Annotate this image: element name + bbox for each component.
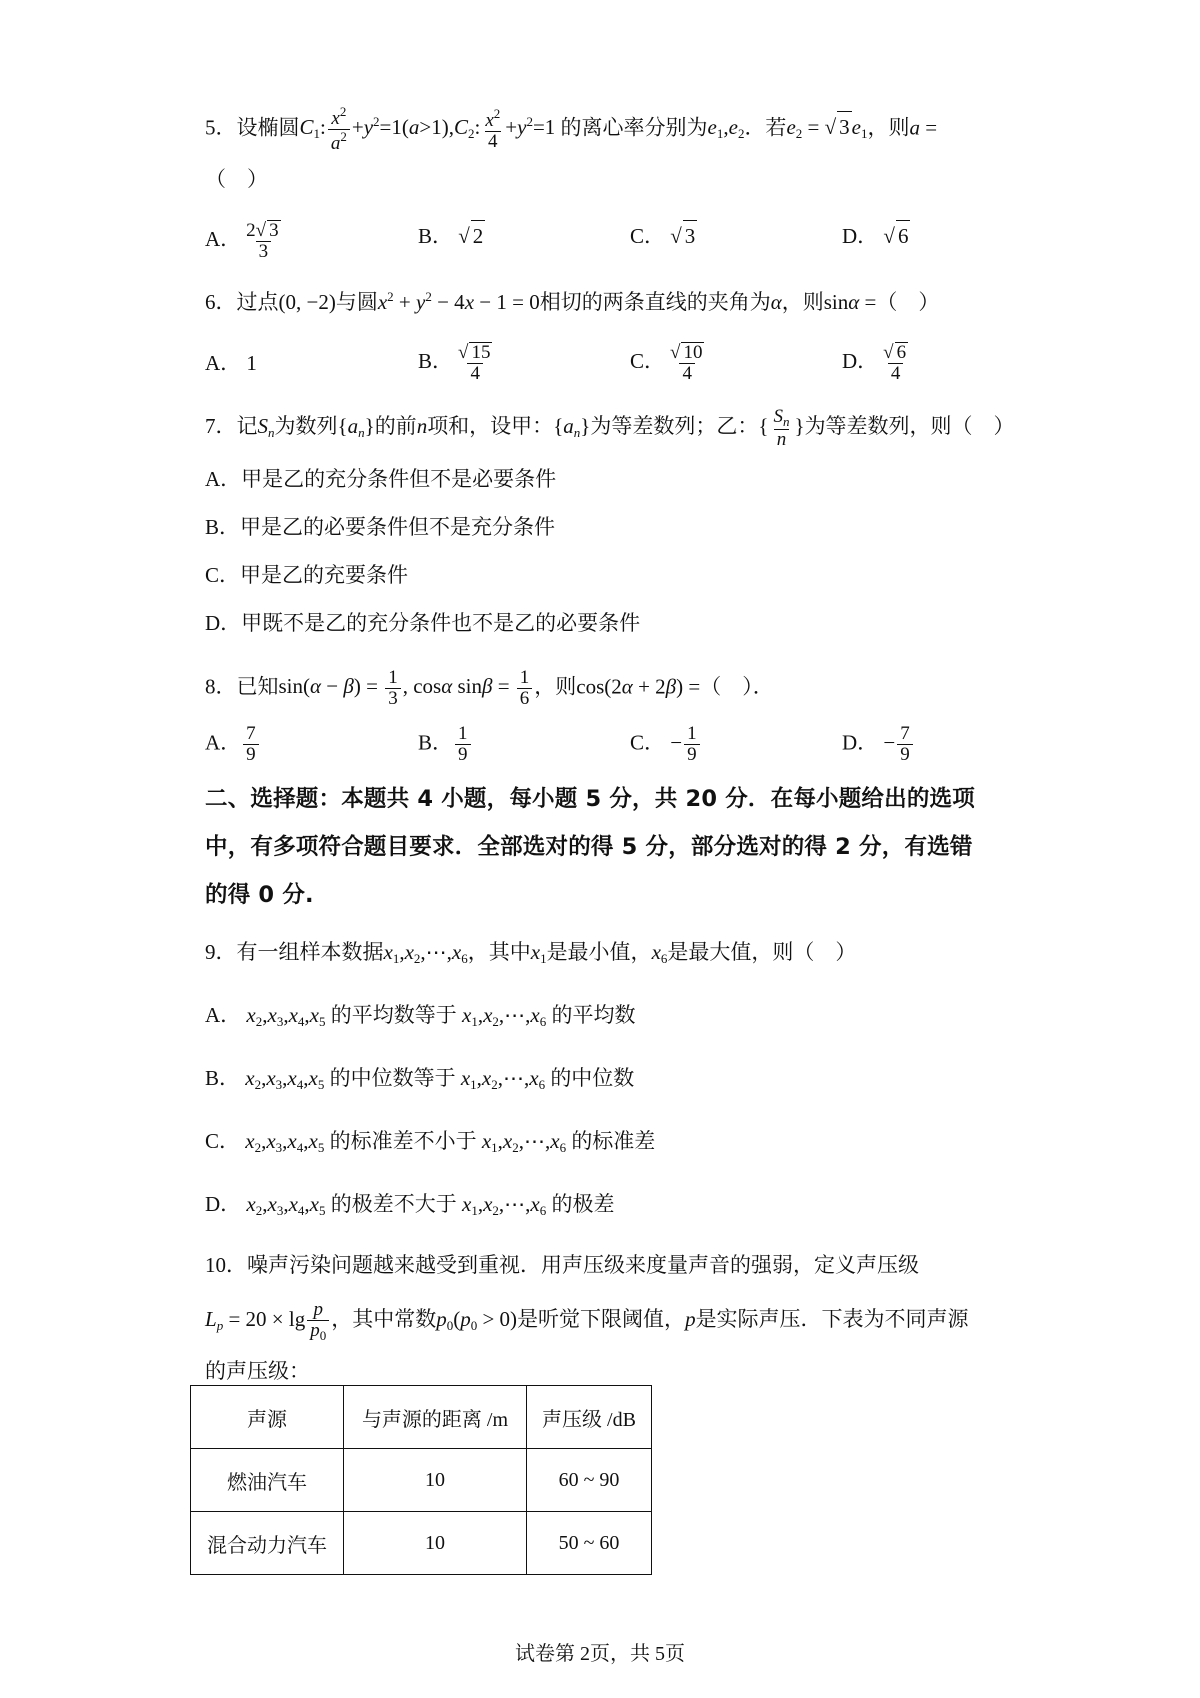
q5-text: 的离心率分别为 bbox=[560, 115, 708, 140]
q7-stem bbox=[205, 407, 1015, 450]
table-cell: 混合动力汽车 bbox=[191, 1512, 344, 1575]
q6-stem bbox=[205, 282, 939, 317]
page-footer: 试卷第 2页，共 5页 bbox=[515, 1643, 685, 1665]
q7-text: 项和，设甲： bbox=[427, 414, 554, 439]
q10-line1: 10．噪声污染问题越来越受到重视．用声压级来度量声音的强弱，定义声压级 bbox=[205, 1253, 919, 1277]
q7-text: 为等差数列，则（ ） bbox=[804, 414, 1015, 439]
table-cell: 10 bbox=[344, 1512, 527, 1575]
table-cell: 10 bbox=[344, 1449, 527, 1512]
q9-text: 9．有一组样本数据 bbox=[205, 940, 384, 964]
q9-stem bbox=[205, 937, 856, 974]
q8-text: ，则 bbox=[534, 674, 577, 699]
q9-option-d: D． $x_2,x_3,x_4,x_5$ 的极差不大于 $x_1,x_2,\cdots,x_6$ 的极差 bbox=[205, 1192, 615, 1218]
q8-formula-given: sin(α − β) = $\frac{1}{3}$ , cosα sinβ = $\frac{1}{6}$ bbox=[279, 674, 535, 698]
table-header-cell: 与声源的距离 /m bbox=[344, 1386, 527, 1449]
q10-text: 是实际声压．下表为不同声源 bbox=[695, 1307, 969, 1332]
q6-formula-sin: sinα = bbox=[823, 290, 877, 314]
q10-formula-lp: $L_p = 20 \times \lg$ $\frac{p}{p_0}$ bbox=[205, 1307, 331, 1331]
section-heading-line2: 中，有多项符合题目要求．全部选对的得 5 分，部分选对的得 2 分，有选错 bbox=[205, 834, 973, 860]
q5-formula-e: $e_1,e_2$ bbox=[707, 115, 745, 142]
q10-line2 bbox=[205, 1300, 969, 1343]
q9-text: 是最小值， bbox=[546, 940, 652, 964]
q8-stem bbox=[205, 668, 774, 709]
q5-blank: （ ） bbox=[205, 167, 268, 191]
q9-option-c: C． $x_2,x_3,x_4,x_5$ 的标准差不小于 $x_1,x_2,\cdots,x_6$ 的标准差 bbox=[205, 1129, 656, 1155]
q6-formula-alpha: α bbox=[770, 290, 782, 314]
q8-option-b: B． $\frac{1}{9}$ bbox=[418, 724, 473, 765]
table-cell: 60 ~ 90 bbox=[527, 1449, 652, 1512]
q7-formula-snn: { $\frac{S_n}{n}$ } bbox=[758, 406, 805, 450]
q7-formula-an2: $\{a_n\}$ bbox=[553, 414, 591, 441]
table-row bbox=[191, 1449, 652, 1512]
q6-option-a: A． 1 bbox=[205, 351, 257, 375]
table-row bbox=[191, 1512, 652, 1575]
q9-formula-x6: $x_6$ bbox=[651, 940, 668, 966]
q6-text: ，则 bbox=[781, 290, 824, 314]
q8-text: 8．已知 bbox=[205, 674, 279, 699]
q7-text: 为等差数列；乙： bbox=[590, 414, 759, 439]
q10-text: 是听觉下限阈值， bbox=[517, 1307, 686, 1332]
q6-option-c: C． $\frac{√ 10}{4}$ bbox=[630, 342, 703, 384]
table-cell: 50 ~ 60 bbox=[527, 1512, 652, 1575]
q5-option-d: D． √ 6 bbox=[842, 220, 910, 251]
q9-formula-x1: $x_1$ bbox=[530, 940, 547, 966]
q8-text: （ ）． bbox=[700, 674, 774, 699]
q5-stem bbox=[205, 105, 937, 154]
q6-text: 与圆 bbox=[335, 290, 378, 314]
q7-text: 7．记 bbox=[205, 414, 258, 439]
table-header-row bbox=[191, 1386, 652, 1449]
q5-formula-cond: $e_2$ = √ $3e_1$ bbox=[786, 115, 867, 139]
q5-option-c: C． √ 3 bbox=[630, 220, 697, 251]
sound-level-table bbox=[190, 1385, 652, 1575]
q9-text: ，其中 bbox=[467, 940, 531, 964]
q9-option-b: B． $x_2,x_3,x_4,x_5$ 的中位数等于 $x_1,x_2,\cdots,x_6$ 的中位数 bbox=[205, 1066, 635, 1092]
q5-text: ．若 bbox=[744, 115, 787, 140]
q5-option-b: B． √ 2 bbox=[418, 220, 485, 251]
q6-formula-point: (0, −2) bbox=[278, 290, 336, 314]
q5-text: 5．设椭圆 bbox=[205, 115, 300, 140]
q5-formula-a: a = bbox=[909, 115, 938, 140]
q7-formula-n: n bbox=[416, 414, 428, 439]
q7-text: 的前 bbox=[374, 414, 417, 439]
table-header-cell: 声压级 /dB bbox=[527, 1386, 652, 1449]
q9-option-a: A． $x_2,x_3,x_4,x_5$ 的平均数等于 $x_1,x_2,\cdots,x_6$ 的平均数 bbox=[205, 1003, 636, 1029]
q9-formula-data: $x_1,x_2,\cdots,x_6$ bbox=[383, 940, 468, 966]
q6-text: 6．过点 bbox=[205, 290, 279, 314]
q10-formula-p0: $p_0(p_0 > 0)$ bbox=[436, 1307, 518, 1334]
q5-option-a: A． $\frac{2√ 3}{3}$ bbox=[205, 220, 279, 262]
q7-option-b: B．甲是乙的必要条件但不是充分条件 bbox=[205, 515, 556, 539]
q7-formula-an: $\{a_n\}$ bbox=[337, 414, 375, 441]
q10-text: ，其中常数 bbox=[331, 1307, 437, 1332]
q8-option-c: C． − $\frac{1}{9}$ bbox=[630, 724, 702, 765]
q7-formula-sn: $S_n$ bbox=[257, 414, 275, 441]
q8-option-a: A． $\frac{7}{9}$ bbox=[205, 724, 261, 765]
q7-text: 为数列 bbox=[274, 414, 338, 439]
section-heading-line3: 的得 0 分. bbox=[205, 882, 314, 908]
q6-text: （ ） bbox=[876, 290, 940, 314]
q8-formula-ask: cos(2α + 2β) = bbox=[576, 674, 701, 699]
q7-option-c: C．甲是乙的充要条件 bbox=[205, 563, 409, 587]
section-heading-line1: 二、选择题：本题共 4 小题，每小题 5 分，共 20 分．在每小题给出的选项 bbox=[205, 786, 975, 812]
q7-option-a: A．甲是乙的充分条件但不是必要条件 bbox=[205, 467, 557, 491]
q7-option-d: D．甲既不是乙的充分条件也不是乙的必要条件 bbox=[205, 611, 641, 635]
q10-formula-p: p bbox=[685, 1307, 696, 1332]
table-header-cell: 声源 bbox=[191, 1386, 344, 1449]
q5-formula-c1: $C_1$: $\frac{x^2}{a^2}$ $+y^2=1(a>1),C_2$: $\frac{x^2}{4}$ $+y^2=1$ bbox=[299, 104, 556, 154]
q6-formula-circle: $x^2 + y^2 - 4x - 1 = 0$ bbox=[377, 289, 540, 314]
q6-option-d: D． $\frac{√ 6}{4}$ bbox=[842, 342, 907, 384]
q6-option-b: B． $\frac{√ 15}{4}$ bbox=[418, 342, 491, 384]
table-cell: 燃油汽车 bbox=[191, 1449, 344, 1512]
q9-text: 是最大值，则（ ） bbox=[667, 940, 857, 964]
q8-option-d: D． − $\frac{7}{9}$ bbox=[842, 724, 915, 765]
q6-text: 相切的两条直线的夹角为 bbox=[539, 290, 771, 314]
q10-line3: 的声压级： bbox=[205, 1359, 310, 1383]
q5-text: ，则 bbox=[867, 115, 910, 140]
